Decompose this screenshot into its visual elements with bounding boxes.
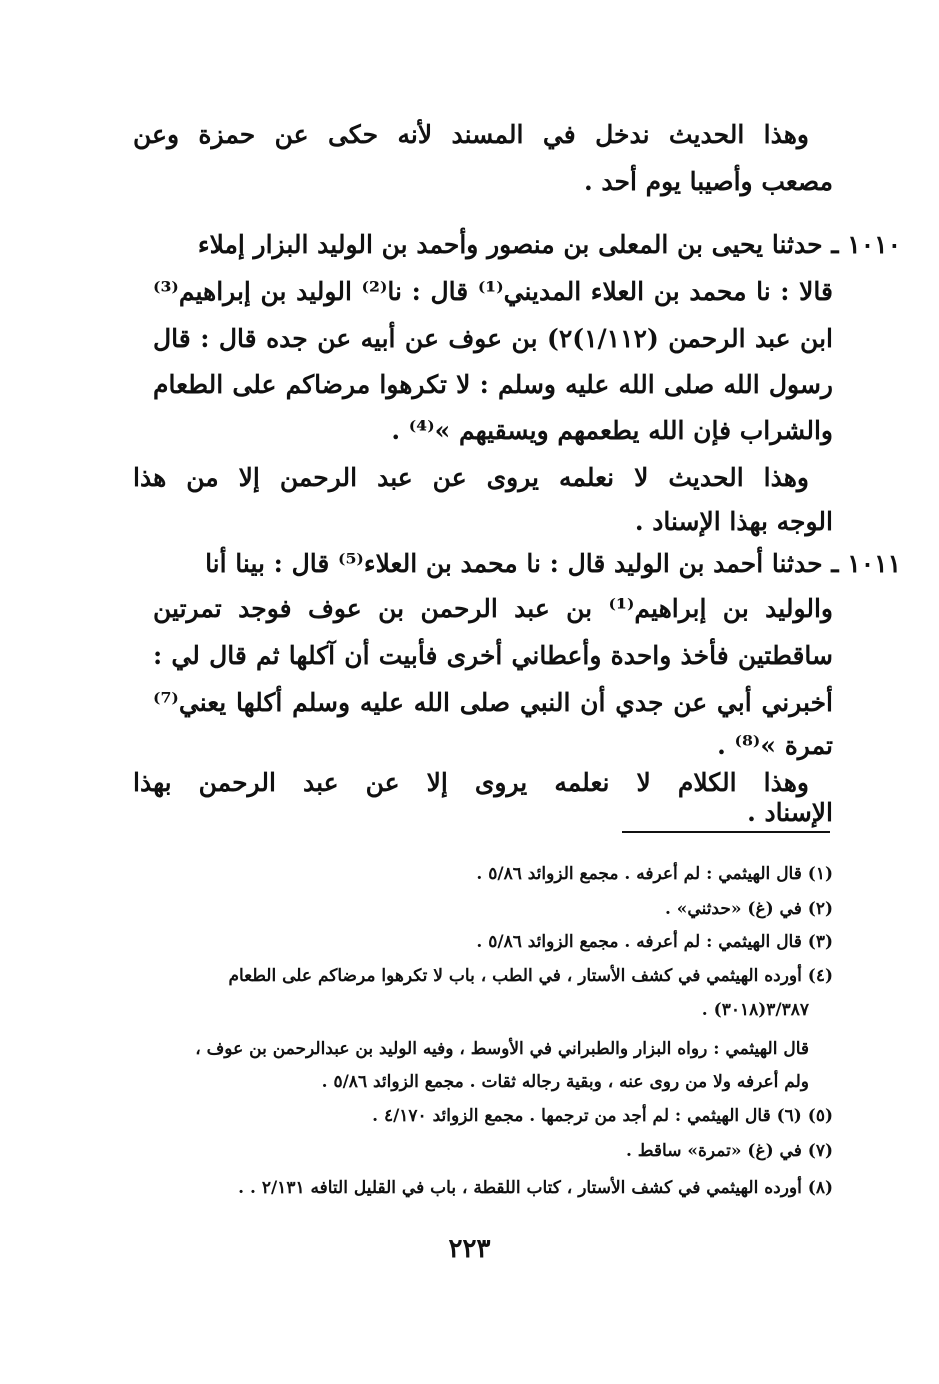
hadith-1010-line: ١٠١٠ ـ حدثنا يحيى بن المعلى بن منصور وأحمد بن الوليد البزار إملاء xyxy=(197,230,901,259)
page-number: ٢٢٣ xyxy=(448,1234,491,1264)
body-line: وهذا الحديث لا نعلمه يروى عن عبد الرحمن إلا من هذا xyxy=(133,463,809,492)
body-line: والشراب فإن الله يطعمهم ويسقيهم »⁽⁴⁾ . xyxy=(391,416,833,445)
footnote-4-comment: قال الهيثمي : رواه البزار والطبراني في الأوسط ، وفيه الوليد بن عبدالرحمن بن عوف ، xyxy=(195,1039,809,1059)
body-line: وهذا الحديث ندخل في المسند لأنه حكى عن حمزة وعن xyxy=(133,120,809,149)
footnote-3: (٣) قال الهيثمي : لم أعرفه . مجمع الزوائد ٥/٨٦ . xyxy=(476,932,833,952)
footnote-4-continued: ٣/٣٨٧(٣٠١٨) . xyxy=(701,1000,809,1020)
footnote-2: (٢) في (غ) «حدثني» . xyxy=(664,899,833,919)
body-line: ساقطتين فأخذ واحدة وأعطاني أخرى فأبيت أن آكلها ثم قال لي : xyxy=(153,641,833,670)
body-line: مصعب وأصيبا يوم أحد . xyxy=(583,167,833,196)
hadith-1011-line: ١٠١١ ـ حدثنا أحمد بن الوليد قال : نا محمد بن العلاء⁽⁵⁾ قال : بينا أنا xyxy=(205,549,901,578)
footnote-8: (٨) أورده الهيثمي في كشف الأستار ، كتاب اللقطة ، باب في القليل التافه ٢/١٣١ . . xyxy=(238,1178,833,1198)
footnote-4: (٤) أورده الهيثمي في كشف الأستار ، في الطب ، باب لا تكرهوا مرضاكم على الطعام xyxy=(228,966,833,986)
body-line: رسول الله صلى الله عليه وسلم : لا تكرهوا مرضاكم على الطعام xyxy=(153,370,833,399)
footnote-5-6: (٥) (٦) قال الهيثمي : لم أجد من ترجمها . مجمع الزوائد ٤/١٧٠ . xyxy=(372,1106,833,1126)
body-line: الوجه بهذا الإسناد . xyxy=(634,507,833,536)
footnote-7: (٧) في (غ) «تمرة» ساقط . xyxy=(625,1141,833,1161)
body-line: والوليد بن إبراهيم⁽¹⁾ بن عبد الرحمن بن عوف فوجد تمرتين xyxy=(153,594,834,623)
footnote-1: (١) قال الهيثمي : لم أعرفه . مجمع الزوائد ٥/٨٦ . xyxy=(476,864,833,884)
body-line: قالا : نا محمد بن العلاء المديني⁽¹⁾ قال : نا⁽²⁾ الوليد بن إبراهيم⁽³⁾ xyxy=(153,277,834,306)
body-line: ابن عبد الرحمن (١/١١٢)٢) بن عوف عن أبيه عن جده قال : قال xyxy=(153,324,833,353)
footnote-4-comment: ولم أعرفه ولا من روى عنه ، وبقية رجاله ثقات . مجمع الزوائد ٥/٨٦ . xyxy=(321,1072,809,1092)
body-line: تمرة »⁽⁸⁾ . xyxy=(717,731,833,760)
footnote-separator xyxy=(622,831,830,833)
body-line: وهذا الكلام لا نعلمه يروى إلا عن عبد الرحمن بهذا xyxy=(133,768,809,797)
body-line: أخبرني أبي عن جدي أن النبي صلى الله عليه وسلم أكلها يعني⁽⁷⁾ xyxy=(153,688,833,717)
body-line: الإسناد . xyxy=(747,798,833,827)
